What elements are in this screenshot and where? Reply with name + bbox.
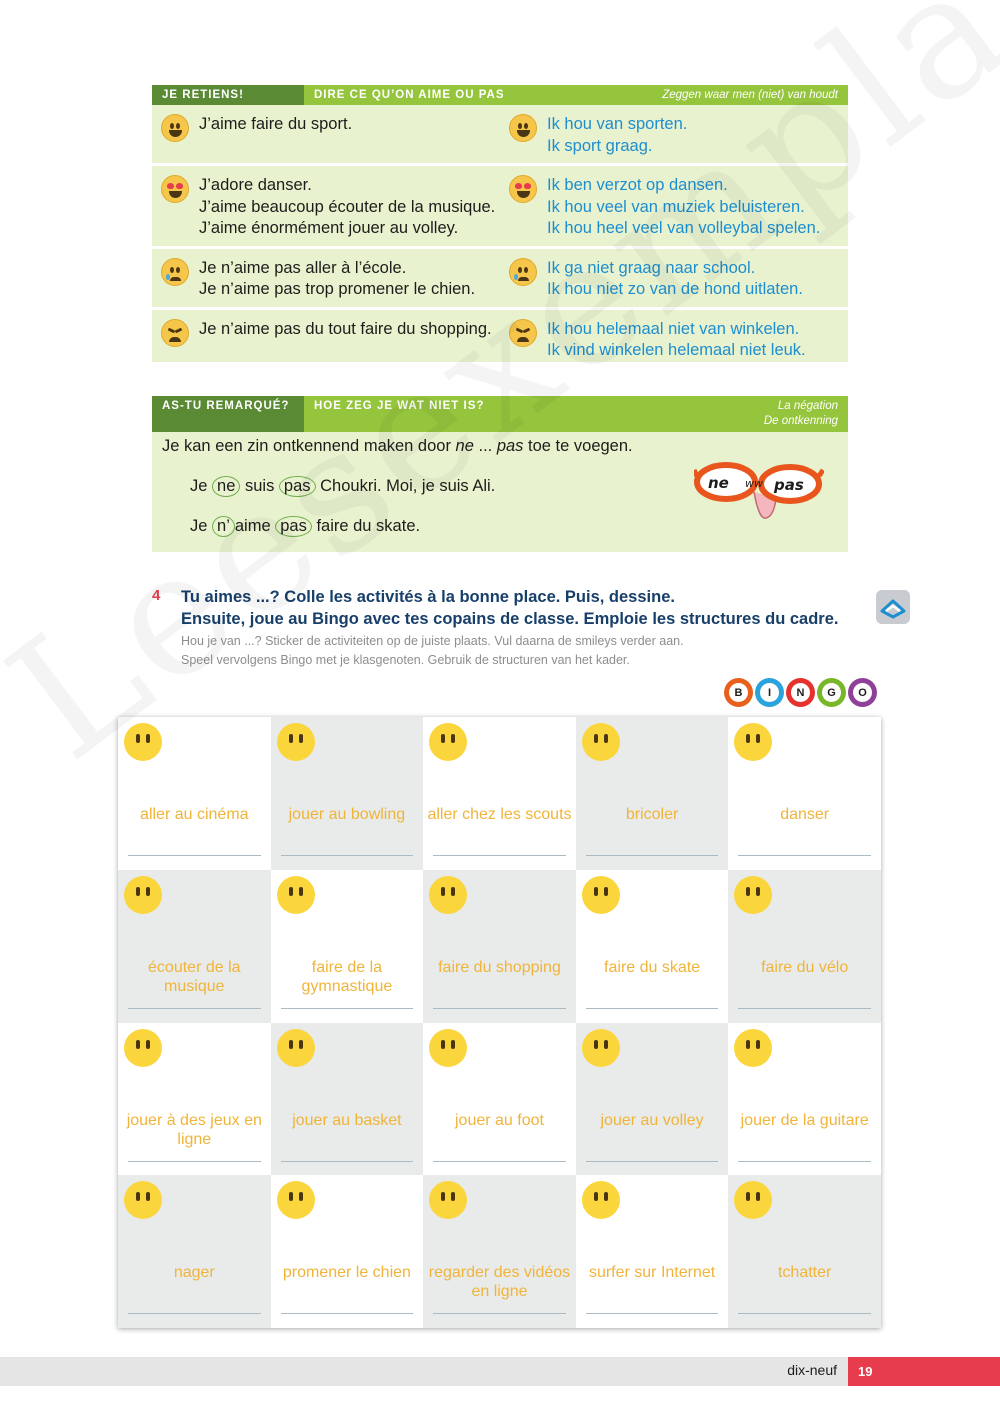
activity-label: bricoler (625, 806, 679, 823)
remarque-intro: Je kan een zin ontkennend maken door ne ... pas toe te voegen. (162, 437, 633, 455)
bingo-cell[interactable] (576, 1023, 729, 1176)
bingo-ball-letter: N (791, 683, 810, 702)
expression-line: Ik hou veel van muziek beluisteren. (547, 197, 805, 216)
page-footer (0, 1357, 1000, 1386)
activity-label: promener le chien (282, 1264, 411, 1282)
answer-line[interactable] (128, 855, 261, 856)
blank-smiley-icon[interactable] (277, 1181, 315, 1219)
exercise-title: Tu aimes ...? Colle les activités à la bonne place. Puis, dessine. Ensuite, joue au Bingo avec tes copains de classe. Emploie les structures du cadre. (181, 588, 839, 628)
bingo-cell[interactable] (728, 1175, 881, 1328)
digital-exercise-icon[interactable] (876, 590, 910, 624)
answer-line[interactable] (433, 1313, 566, 1314)
expression-line: Je n’aime pas du tout faire du shopping. (199, 319, 492, 338)
blank-smiley-icon[interactable] (582, 1029, 620, 1067)
bingo-logo (724, 678, 879, 707)
expression-row (152, 105, 848, 166)
bingo-cell[interactable] (423, 1023, 576, 1176)
blank-smiley-icon[interactable] (124, 1029, 162, 1067)
expression-line: J’adore danser. (199, 176, 312, 194)
je-retiens-rows (152, 105, 848, 368)
french-expression (152, 172, 500, 240)
circled-pas: pas (275, 516, 312, 537)
bingo-cell[interactable] (576, 870, 729, 1023)
answer-line[interactable] (586, 1008, 719, 1009)
activity-label: jouer à des jeux en ligne (126, 1111, 262, 1148)
blank-smiley-icon[interactable] (582, 1181, 620, 1219)
activity-label: écouter de la musique (148, 958, 241, 995)
je-retiens-tag: JE RETIENS! (152, 85, 304, 105)
bingo-cell[interactable] (576, 1175, 729, 1328)
bingo-cell[interactable] (728, 717, 881, 870)
bingo-cell[interactable] (271, 870, 424, 1023)
answer-line[interactable] (586, 855, 719, 856)
answer-line[interactable] (586, 1313, 719, 1314)
remarque-tag: AS-TU REMARQUÉ? (152, 396, 304, 432)
bingo-cell[interactable] (118, 1023, 271, 1176)
activity-label: jouer au bowling (288, 806, 406, 823)
circled-ne: ne (212, 476, 240, 497)
activity-label: jouer au volley (600, 1111, 704, 1129)
ne-pas-glasses-icon (694, 458, 824, 528)
answer-line[interactable] (281, 1313, 414, 1314)
expression-line: Ik sport graag. (547, 136, 653, 155)
heart-eyes-icon (509, 175, 537, 203)
as-tu-remarque-box (152, 396, 848, 552)
expression-line: Ik hou heel veel van volleybal spelen. (547, 219, 821, 237)
exercise-number: 4 (152, 587, 161, 604)
answer-line[interactable] (281, 1008, 414, 1009)
activity-label: faire de la gymnastique (301, 958, 393, 995)
bingo-ball (724, 678, 753, 707)
activity-label: faire du skate (604, 958, 701, 976)
blank-smiley-icon[interactable] (734, 876, 772, 914)
bingo-ball-letter: O (853, 683, 872, 702)
expression-line: J’aime faire du sport. (199, 115, 353, 133)
bingo-ball-letter: B (729, 683, 748, 702)
je-retiens-box (152, 85, 848, 362)
activity-label: faire du vélo (761, 958, 849, 976)
remarque-header (152, 396, 848, 432)
bingo-grid (118, 717, 881, 1328)
answer-line[interactable] (433, 855, 566, 856)
answer-line[interactable] (128, 1313, 261, 1314)
bingo-ball-letter: G (822, 683, 841, 702)
blank-smiley-icon[interactable] (734, 1181, 772, 1219)
bingo-cell[interactable] (423, 717, 576, 870)
bingo-cell[interactable] (271, 1175, 424, 1328)
activity-label: regarder des vidéos en ligne (428, 1264, 571, 1301)
blank-smiley-icon[interactable] (734, 723, 772, 761)
blank-smiley-icon[interactable] (734, 1029, 772, 1067)
remarque-subtitle-fr: La négation (777, 400, 838, 412)
heart-eyes-icon (161, 175, 189, 203)
blank-smiley-icon[interactable] (124, 1181, 162, 1219)
blank-smiley-icon[interactable] (429, 876, 467, 914)
answer-line[interactable] (433, 1008, 566, 1009)
dutch-translation (500, 255, 848, 301)
glasses-pas: pas (774, 476, 804, 494)
answer-line[interactable] (128, 1008, 261, 1009)
expression-row (152, 166, 848, 249)
answer-line[interactable] (281, 1161, 414, 1162)
dutch-translation (500, 316, 848, 362)
answer-line[interactable] (281, 855, 414, 856)
bingo-cell[interactable] (423, 870, 576, 1023)
bingo-cell[interactable] (271, 717, 424, 870)
glasses-mid: ww (745, 477, 763, 490)
expression-line: Ik ga niet graag naar school. (547, 258, 756, 277)
expression-row (152, 249, 848, 310)
expression-row (152, 310, 848, 368)
activity-label: aller chez les scouts (427, 806, 572, 823)
answer-line[interactable] (128, 1161, 261, 1162)
dutch-translation (500, 172, 848, 240)
answer-line[interactable] (586, 1161, 719, 1162)
page-number-word: dix-neuf (787, 1362, 837, 1378)
angry-icon (509, 319, 537, 347)
activity-label: faire du shopping (438, 958, 561, 976)
bingo-ball (848, 678, 877, 707)
activity-label: tchatter (777, 1264, 832, 1282)
bingo-cell[interactable] (423, 1175, 576, 1328)
answer-line[interactable] (738, 1008, 871, 1009)
example-sentence-1: Je ne suis pas Choukri. Moi, je suis Ali. (190, 477, 496, 495)
activity-label: jouer au foot (455, 1111, 544, 1129)
activity-label: nager (173, 1264, 215, 1282)
expression-line: Ik hou helemaal niet van winkelen. (547, 319, 800, 338)
happy-icon (161, 114, 189, 142)
bingo-cell[interactable] (118, 1175, 271, 1328)
je-retiens-title: DIRE CE QU’ON AIME OU PAS (314, 89, 505, 101)
bingo-cell[interactable] (271, 1023, 424, 1176)
expression-line: Ik ben verzot op dansen. (547, 176, 728, 194)
bingo-ball (817, 678, 846, 707)
je-retiens-header (152, 85, 848, 105)
example-sentence-2: Je n’ aime pas faire du skate. (190, 517, 421, 535)
activity-label: jouer de la guitare (740, 1111, 869, 1129)
french-expression (152, 255, 500, 301)
expression-line: Ik hou niet zo van de hond uitlaten. (547, 280, 803, 298)
bingo-ball (755, 678, 784, 707)
answer-line[interactable] (738, 855, 871, 856)
expression-line: Je n’aime pas aller à l’école. (199, 258, 407, 277)
remarque-title: HOE ZEG JE WAT NIET IS? (314, 400, 485, 412)
blank-smiley-icon[interactable] (429, 723, 467, 761)
activity-label: aller au cinéma (140, 806, 249, 823)
answer-line[interactable] (738, 1313, 871, 1314)
bingo-cell[interactable] (728, 870, 881, 1023)
blank-smiley-icon[interactable] (429, 1029, 467, 1067)
expression-line: Ik hou van sporten. (547, 115, 688, 133)
bingo-cell[interactable] (118, 870, 271, 1023)
blank-smiley-icon[interactable] (277, 876, 315, 914)
french-expression (152, 316, 500, 362)
bingo-cell[interactable] (728, 1023, 881, 1176)
answer-line[interactable] (738, 1161, 871, 1162)
blank-smiley-icon[interactable] (124, 876, 162, 914)
page-number: 19 (848, 1357, 1000, 1386)
activity-label: jouer au basket (292, 1111, 402, 1129)
remarque-subtitle-nl: De ontkenning (763, 414, 838, 427)
exercise-subtitle: Hou je van ...? Sticker de activiteiten op de juiste plaats. Vul daarna de smileys verder aan. Speel vervolgens Bingo met je klasgenoten. Gebruik de structuren van het kader. (181, 634, 684, 667)
bingo-ball-letter: I (760, 683, 779, 702)
expression-line: Ik vind winkelen helemaal niet leuk. (547, 341, 806, 359)
glasses-ne: ne (708, 474, 729, 492)
blank-smiley-icon[interactable] (582, 723, 620, 761)
sad-icon (509, 258, 537, 286)
bingo-cell[interactable] (118, 717, 271, 870)
dutch-translation (500, 111, 848, 157)
circled-pas: pas (279, 476, 316, 497)
blank-smiley-icon[interactable] (124, 723, 162, 761)
expression-line: Je n’aime pas trop promener le chien. (199, 280, 476, 298)
blank-smiley-icon[interactable] (277, 1029, 315, 1067)
happy-icon (509, 114, 537, 142)
blank-smiley-icon[interactable] (582, 876, 620, 914)
bingo-cell[interactable] (576, 717, 729, 870)
activity-label: danser (780, 806, 830, 823)
activity-label: surfer sur Internet (588, 1264, 716, 1282)
bingo-ball (786, 678, 815, 707)
circled-ne: n’ (212, 516, 235, 537)
french-expression (152, 111, 500, 157)
expression-line: J’aime beaucoup écouter de la musique. (199, 197, 496, 216)
angry-icon (161, 319, 189, 347)
je-retiens-subtitle: Zeggen waar men (niet) van houdt (662, 89, 838, 101)
answer-line[interactable] (433, 1161, 566, 1162)
expression-line: J’aime énormément jouer au volley. (199, 219, 459, 237)
sad-icon (161, 258, 189, 286)
blank-smiley-icon[interactable] (277, 723, 315, 761)
blank-smiley-icon[interactable] (429, 1181, 467, 1219)
